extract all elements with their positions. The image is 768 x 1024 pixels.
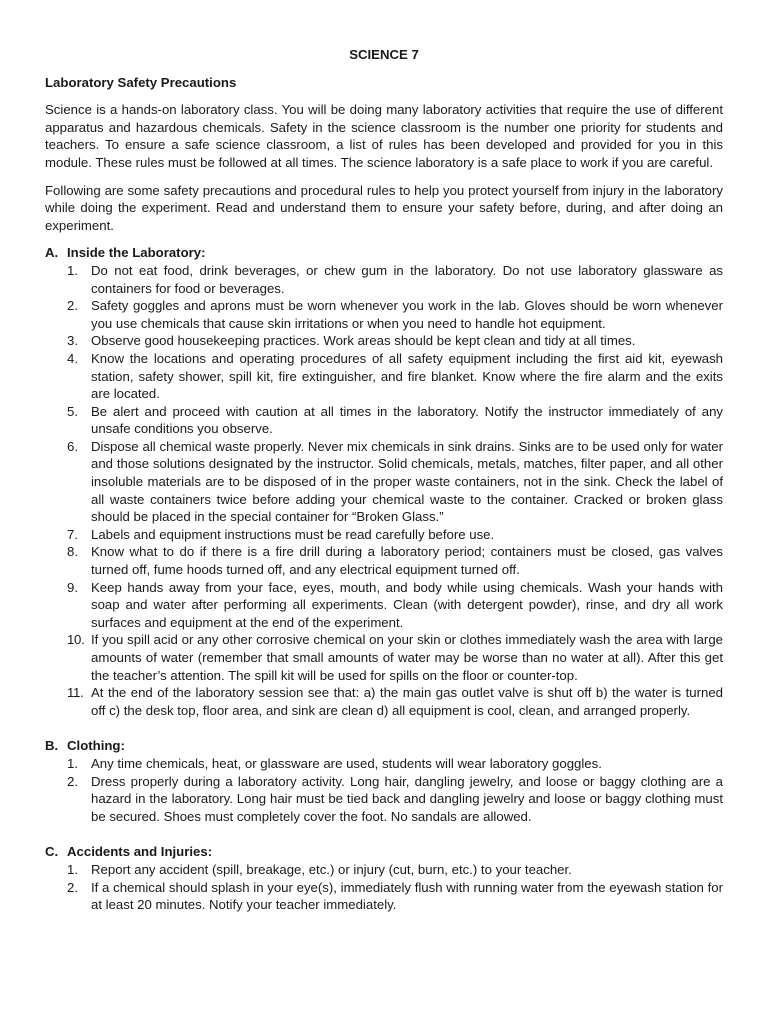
list-item xyxy=(67,438,723,526)
list-item xyxy=(67,773,723,826)
item-number: 11. xyxy=(67,685,84,701)
section-accidents-injuries xyxy=(45,843,723,913)
item-text: Keep hands away from your face, eyes, mouth, and body while using chemicals. Wash your hands with soap and water after performing all experiments. Clean (with detergent powder), rinse, and dry all work surfaces and equipment at the end of the experiment. xyxy=(91,579,723,630)
intro-paragraph: Following are some safety precautions and procedural rules to help you protect yourself from injury in the laboratory while doing the experiment. Read and understand them to ensure your safety before, during, and after doing an experiment. xyxy=(45,182,723,233)
item-number: 3. xyxy=(67,333,78,349)
item-text: Report any accident (spill, breakage, etc.) or injury (cut, burn, etc.) to your teacher. xyxy=(91,861,572,877)
list-item xyxy=(67,861,723,879)
section-heading-text: Inside the Laboratory: xyxy=(67,245,206,261)
item-text: Dispose all chemical waste properly. Never mix chemicals in sink drains. Sinks are to be used only for water and those solutions designated by the instructor. Solid chemicals, metals, matches, filter paper, and all other insoluble materials are to be disposed of in the proper waste containers, not in the sink. Check the label of all waste containers twice before adding your chemical waste to the container. Cracked or broken glass should be placed in the special container for “Broken Glass.” xyxy=(91,438,723,525)
list-item xyxy=(67,543,723,578)
item-number: 9. xyxy=(67,579,78,595)
item-text: Know what to do if there is a fire drill during a laboratory period; containers must be closed, gas valves turned off, fume hoods turned off, and any electrical equipment turned off. xyxy=(91,544,723,578)
list-item xyxy=(67,403,723,438)
list-item xyxy=(67,684,723,719)
item-text: Labels and equipment instructions must be read carefully before use. xyxy=(91,526,495,542)
page-title: SCIENCE 7 xyxy=(349,47,419,62)
list-item xyxy=(67,297,723,332)
item-number: 2. xyxy=(67,773,78,789)
document-subtitle: Laboratory Safety Precautions xyxy=(45,74,237,90)
item-number: 4. xyxy=(67,350,78,366)
item-text: Dress properly during a laboratory activity. Long hair, dangling jewelry, and loose or baggy clothing are a hazard in the laboratory. Long hair must be tied back and dangling jewelry and loose or baggy clothing must be secured. Shoes must completely cover the foot. No sandals are allowed. xyxy=(91,773,723,824)
list-item xyxy=(67,350,723,403)
item-text: Do not eat food, drink beverages, or chew gum in the laboratory. Do not use laboratory glassware as containers for food or beverages. xyxy=(91,262,723,296)
item-number: 1. xyxy=(67,262,78,278)
section-heading xyxy=(45,843,723,861)
list-item xyxy=(67,879,723,914)
item-text: Safety goggles and aprons must be worn whenever you work in the lab. Gloves should be worn whenever you use chemicals that cause skin irritations or when you need to handle hot equipment. xyxy=(91,298,723,331)
item-text: If you spill acid or any other corrosive chemical on your skin or clothes immediately wash the area with large amounts of water (remember that small amounts of water may be worse than no water at all). After this get the teacher’s attention. The spill kit will be used for spills on the floor or counter-top. xyxy=(91,632,723,683)
intro-paragraph: Science is a hands-on laboratory class. You will be doing many laboratory activities that require the use of different apparatus and hazardous chemicals. Safety in the science classroom is the number one priority for students and teachers. To ensure a safe science classroom, a list of rules has been developed and provided for you in this module. These rules must be followed at all times. The science laboratory is a safe place to work if you are careful. xyxy=(45,102,723,170)
section-clothing xyxy=(45,737,723,825)
item-text: If a chemical should splash in your eye(s), immediately flush with running water from the eyewash station for at least 20 minutes. Notify your teacher immediately. xyxy=(91,879,723,913)
rules-list xyxy=(45,861,723,914)
section-inside-laboratory xyxy=(45,244,723,719)
list-item xyxy=(67,262,723,297)
item-text: Be alert and proceed with caution at all times in the laboratory. Notify the instructor immediately of any unsafe conditions you observe. xyxy=(91,403,723,437)
section-letter: A. xyxy=(45,245,59,261)
item-number: 1. xyxy=(67,861,78,877)
item-number: 10. xyxy=(67,632,85,648)
item-text: At the end of the laboratory session see that: a) the main gas outlet valve is shut off b) the water is turned off c) the desk top, floor area, and sink are clean d) all equipment is cool, clean, and arranged properly. xyxy=(91,685,723,718)
rules-list xyxy=(45,262,723,719)
item-number: 7. xyxy=(67,526,78,542)
section-letter: C. xyxy=(45,844,59,860)
list-item xyxy=(67,579,723,632)
section-heading xyxy=(45,244,723,262)
rules-list xyxy=(45,755,723,825)
section-letter: B. xyxy=(45,738,59,754)
item-number: 8. xyxy=(67,544,78,560)
section-heading xyxy=(45,737,723,755)
section-heading-text: Clothing: xyxy=(67,738,125,754)
item-number: 5. xyxy=(67,403,78,419)
document-page xyxy=(45,46,723,932)
item-number: 1. xyxy=(67,755,78,771)
item-number: 6. xyxy=(67,438,78,454)
list-item xyxy=(67,332,723,350)
item-number: 2. xyxy=(67,879,78,895)
list-item xyxy=(67,526,723,544)
item-text: Know the locations and operating procedures of all safety equipment including the first aid kit, eyewash station, safety shower, spill kit, fire extinguisher, and fire blanket. Know where the fire alarm and the exits are located. xyxy=(91,350,723,402)
list-item xyxy=(67,755,723,773)
list-item xyxy=(67,631,723,684)
item-text: Any time chemicals, heat, or glassware are used, students will wear laboratory goggles. xyxy=(91,755,602,771)
item-number: 2. xyxy=(67,298,78,314)
item-text: Observe good housekeeping practices. Work areas should be kept clean and tidy at all times. xyxy=(91,333,636,349)
section-heading-text: Accidents and Injuries: xyxy=(67,844,213,860)
